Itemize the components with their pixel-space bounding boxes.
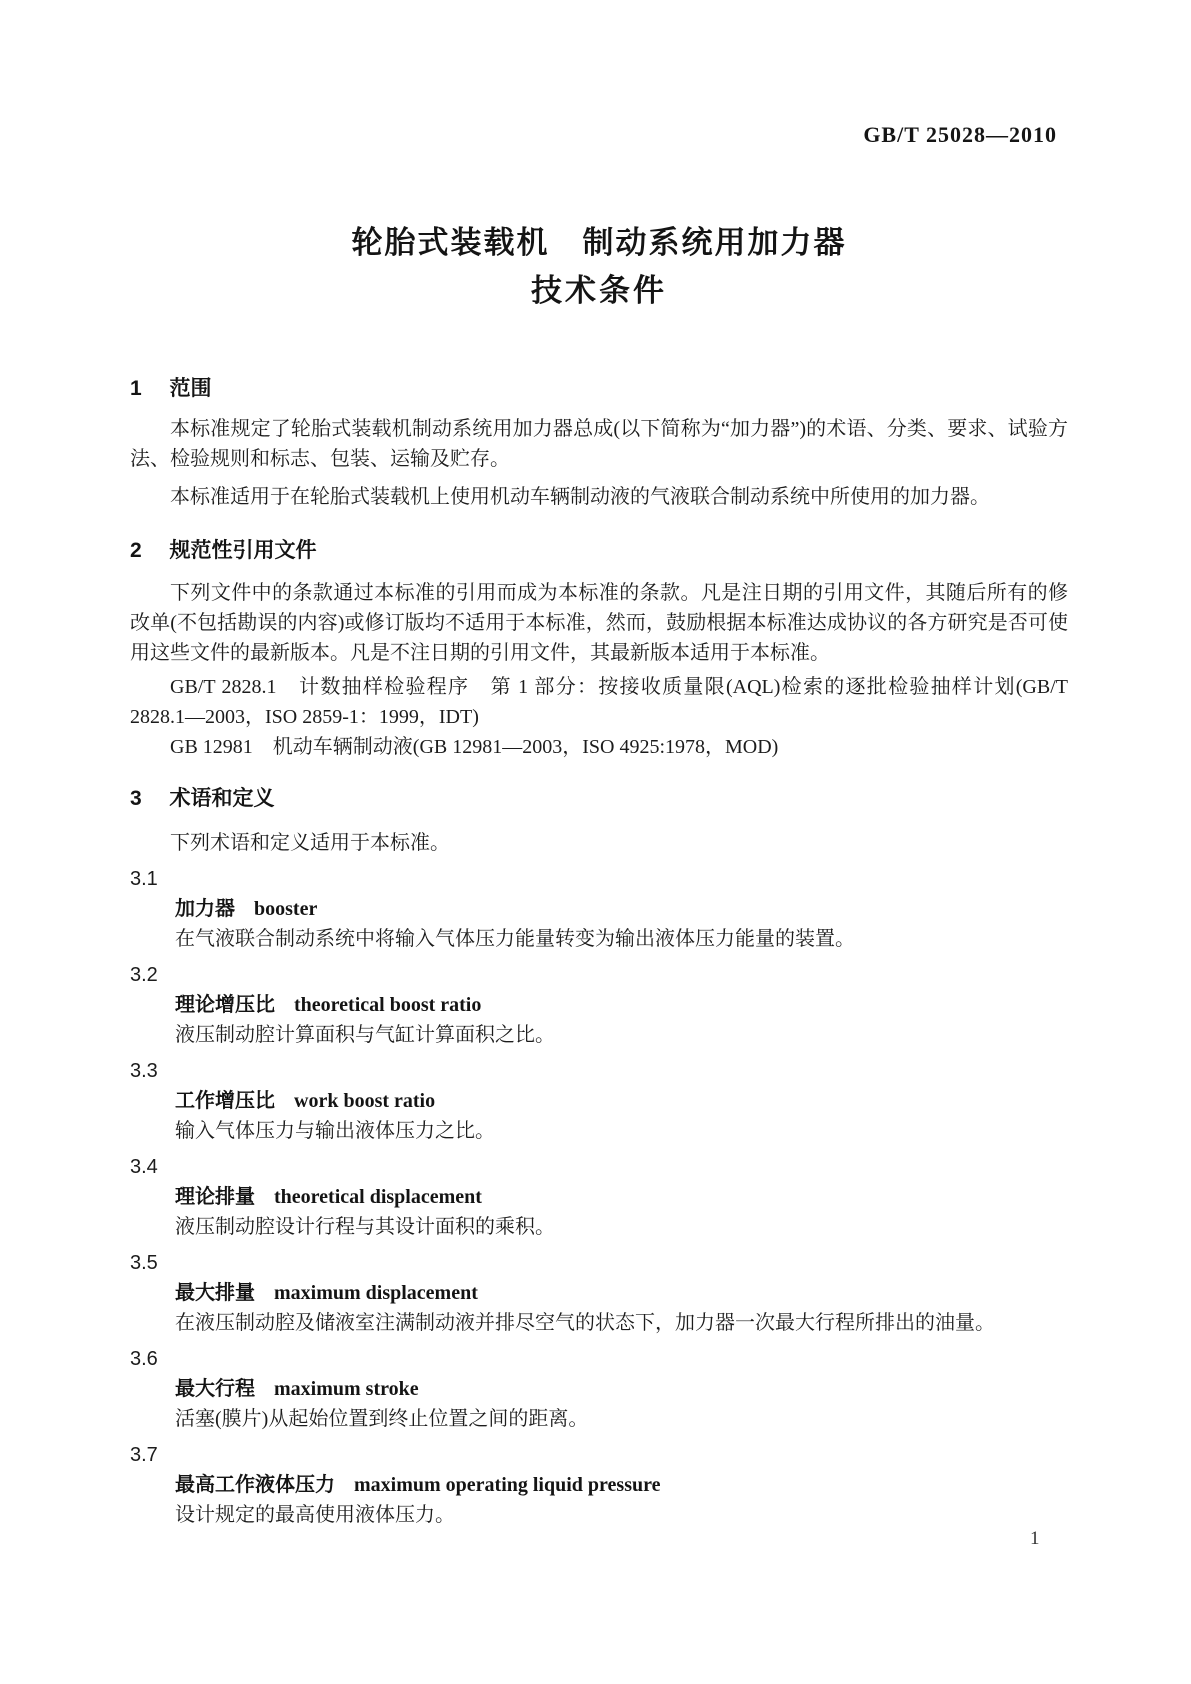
section-scope-title: 范围 [169,377,212,400]
term-item-3-5 [130,1248,1068,1338]
term-name-en: maximum displacement [274,1282,478,1304]
section-terms-number: 3 [130,787,142,810]
term-name-en: work boost ratio [294,1090,436,1112]
term-definition: 液压制动腔设计行程与其设计面积的乘积。 [175,1216,555,1238]
section-terms-heading [130,786,1068,812]
term-definition: 输入气体压力与输出液体压力之比。 [175,1120,495,1142]
terms-intro: 下列术语和定义适用于本标准。 [170,832,450,854]
term-definition: 设计规定的最高使用液体压力。 [175,1504,455,1526]
standard-code: GB/T 25028—2010 [863,122,1057,147]
term-definition: 在液压制动腔及储液室注满制动液并排尽空气的状态下，加力器一次最大行程所排出的油量。 [175,1312,995,1334]
term-name-zh: 加力器 [175,898,235,920]
term-item-3-3 [130,1056,1068,1146]
term-definition: 在气液联合制动系统中将输入气体压力能量转变为输出液体压力能量的装置。 [175,928,855,950]
term-name-zh: 理论增压比 [175,994,275,1016]
term-item-3-7 [130,1440,1068,1530]
term-title [130,990,1068,1020]
term-name-zh: 工作增压比 [175,1090,275,1112]
term-title [130,894,1068,924]
term-number: 3.3 [130,1060,158,1082]
term-title [130,1086,1068,1116]
term-item-3-2 [130,960,1068,1050]
term-number: 3.7 [130,1444,158,1466]
references-paragraph: 下列文件中的条款通过本标准的引用而成为本标准的条款。凡是注日期的引用文件，其随后所有的修改单(不包括勘误的内容)或修订版均不适用于本标准，然而，鼓励根据本标准达成协议的各方研究是否可使用这些文件的最新版本。凡是不注日期的引用文件，其最新版本适用于本标准。 [130,582,1068,664]
term-definition: 液压制动腔计算面积与气缸计算面积之比。 [175,1024,555,1046]
term-number: 3.5 [130,1252,158,1274]
term-name-en: maximum operating liquid pressure [354,1474,661,1496]
section-references-title: 规范性引用文件 [169,539,317,562]
section-references-number: 2 [130,539,142,562]
term-name-zh: 最大行程 [175,1378,255,1400]
term-item-3-6 [130,1344,1068,1434]
reference-item-1: GB/T 2828.1 计数抽样检验程序 第 1 部分：按接收质量限(AQL)检索的逐批检验抽样计划(GB/T 2828.1—2003，ISO 2859-1：1999，IDT) [130,676,1068,728]
term-name-en: theoretical displacement [274,1186,482,1208]
term-name-en: theoretical boost ratio [294,994,482,1016]
term-name-en: booster [254,898,318,920]
section-references-heading [130,538,1068,564]
reference-item-2: GB 12981 机动车辆制动液(GB 12981—2003，ISO 4925:1978，MOD) [170,736,779,758]
section-terms-title: 术语和定义 [169,787,275,810]
section-scope-number: 1 [130,377,142,400]
term-number: 3.6 [130,1348,158,1370]
term-name-zh: 最高工作液体压力 [175,1474,335,1496]
page-number: 1 [1030,1528,1040,1549]
term-name-zh: 最大排量 [175,1282,255,1304]
term-number: 3.2 [130,964,158,986]
term-title [130,1182,1068,1212]
document-body [130,0,1068,1530]
term-title [130,1470,1068,1500]
term-number: 3.1 [130,868,158,890]
section-scope-heading [130,376,1068,402]
scope-paragraph-1: 本标准规定了轮胎式装载机制动系统用加力器总成(以下简称为“加力器”)的术语、分类、要求、试验方法、检验规则和标志、包装、运输及贮存。 [130,418,1068,470]
scope-paragraph-2: 本标准适用于在轮胎式装载机上使用机动车辆制动液的气液联合制动系统中所使用的加力器。 [170,486,990,508]
term-item-3-4 [130,1152,1068,1242]
term-title [130,1374,1068,1404]
document-title-line2: 技术条件 [531,273,667,308]
term-name-zh: 理论排量 [175,1186,255,1208]
term-definition: 活塞(膜片)从起始位置到终止位置之间的距离。 [175,1408,589,1430]
term-item-3-1 [130,864,1068,954]
document-title-line1: 轮胎式装载机 制动系统用加力器 [351,225,847,260]
term-number: 3.4 [130,1156,158,1178]
term-name-en: maximum stroke [274,1378,419,1400]
term-title [130,1278,1068,1308]
